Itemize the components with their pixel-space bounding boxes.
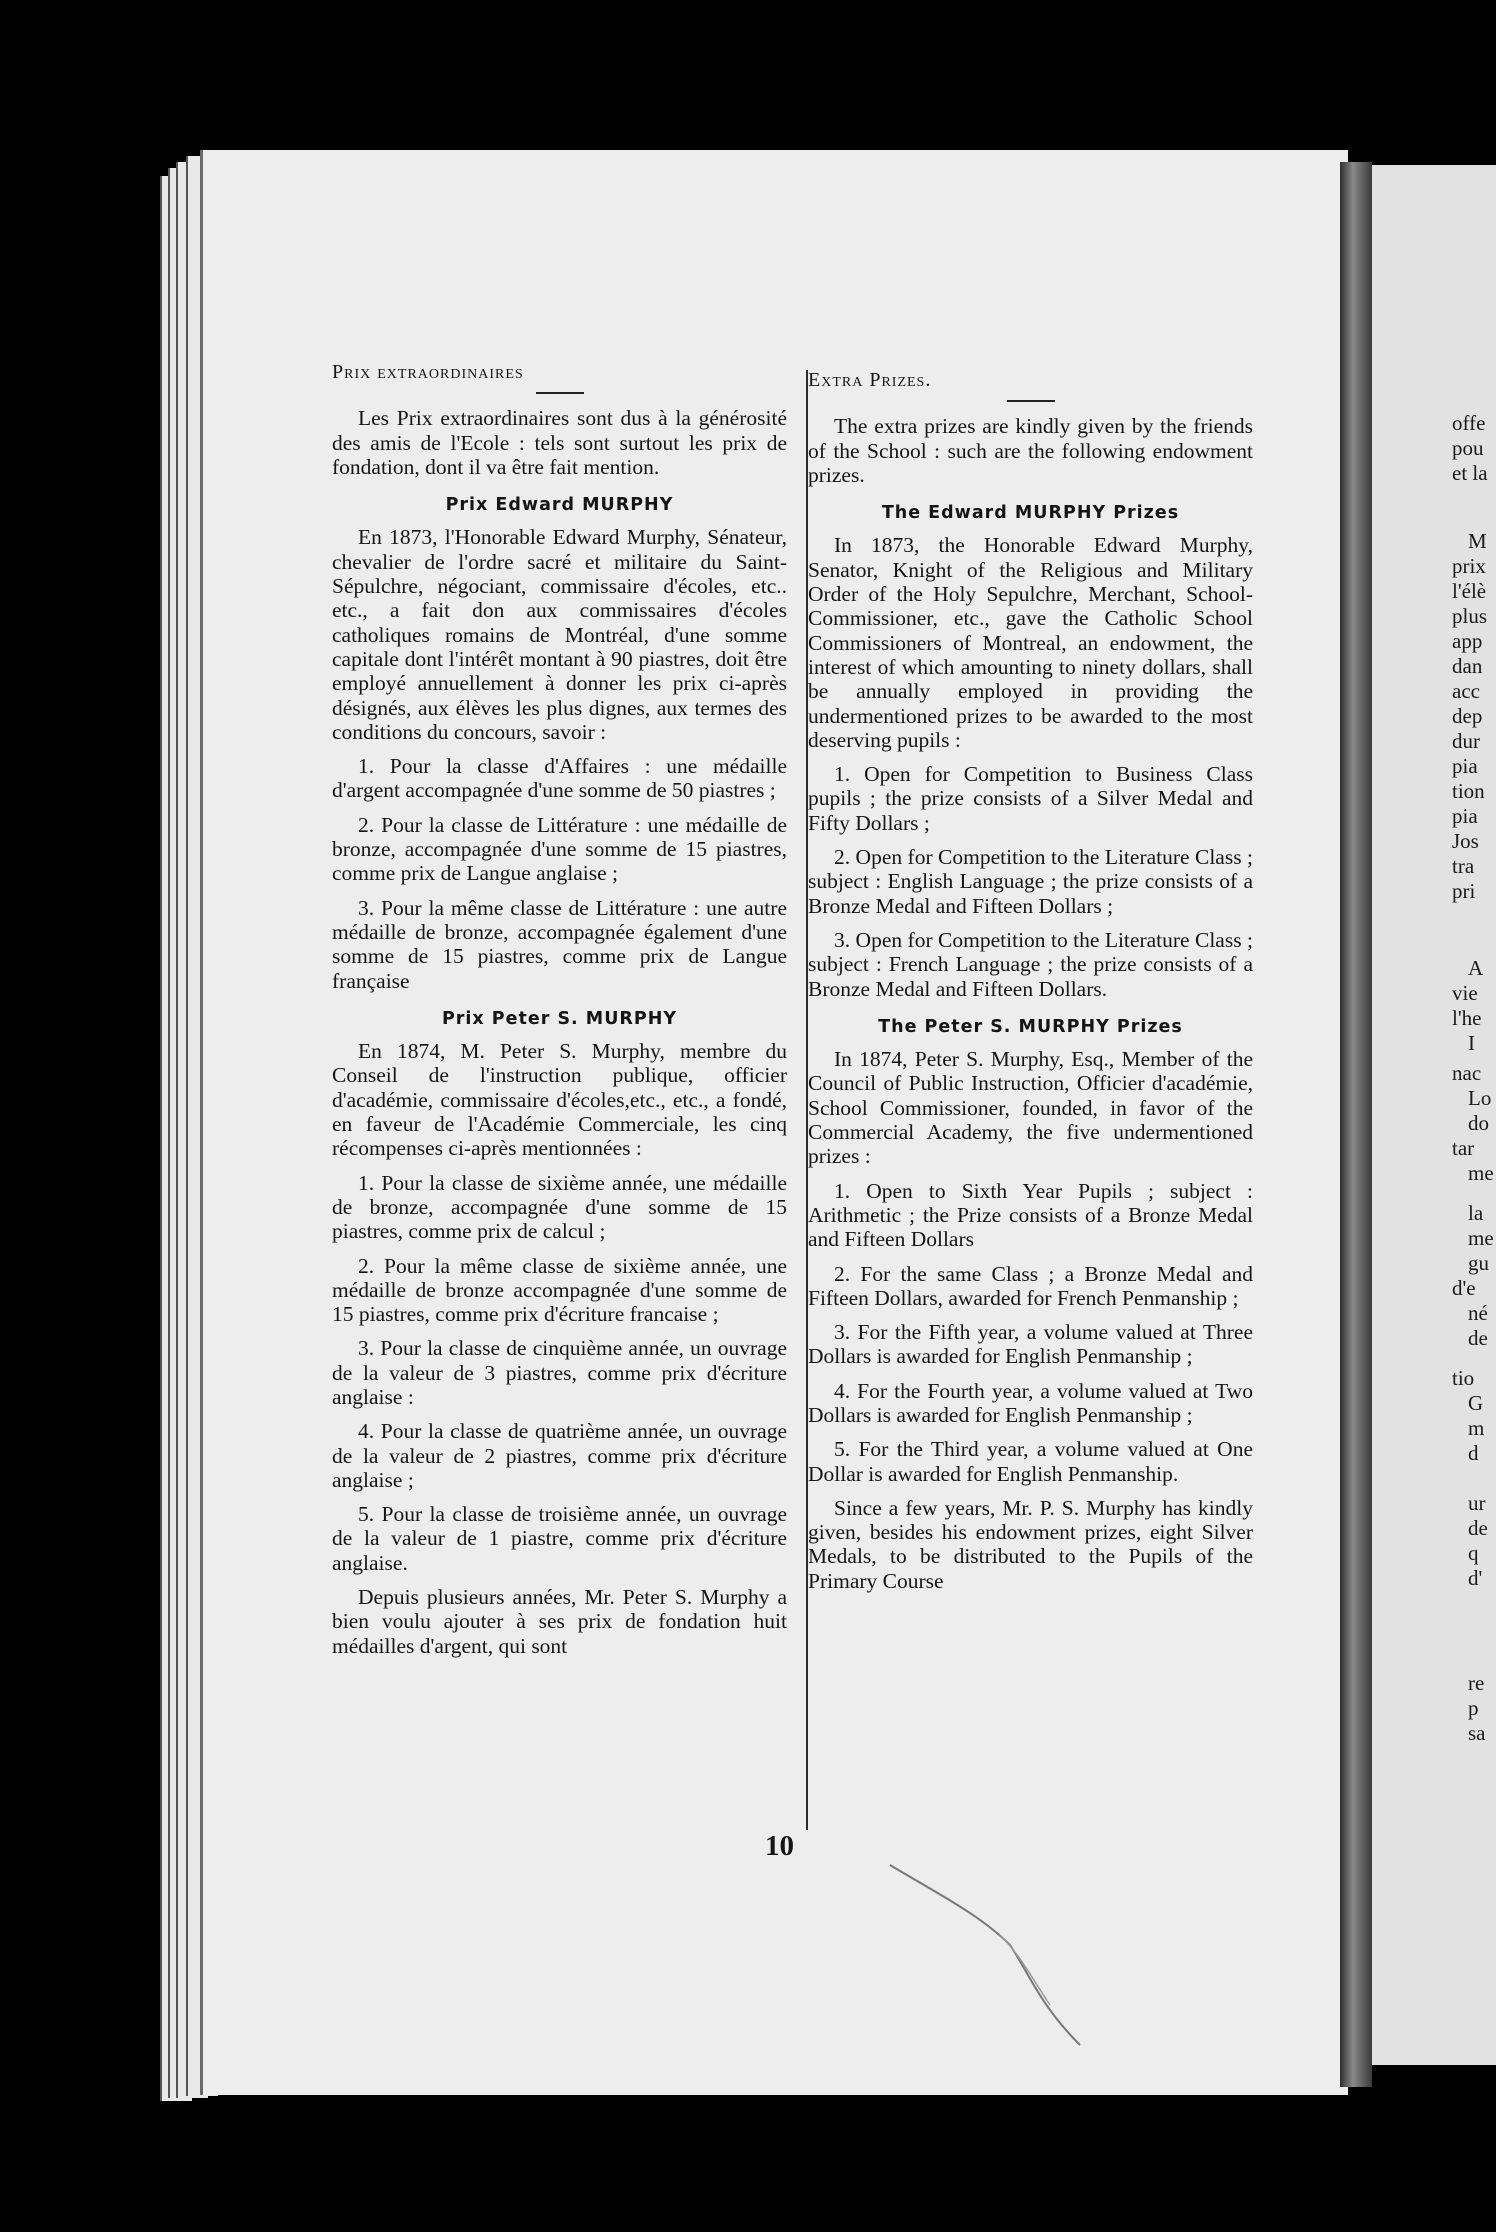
next-page-fragment: tra bbox=[1452, 854, 1475, 878]
edward-item-3-en: 3. Open for Competition to the Literature Class ; subject : French Language ; the prize consists of a Bronze Medal and Fifteen Dollars. bbox=[808, 927, 1253, 1001]
next-page-fragment: nac bbox=[1452, 1061, 1482, 1085]
page-number: 10 bbox=[765, 1830, 794, 1862]
edward-item-1-fr: 1. Pour la classe d'Affaires : une médaille d'argent accompagnée d'une somme de 50 piastres ; bbox=[332, 754, 787, 803]
next-page-fragment: Lo bbox=[1468, 1086, 1492, 1110]
next-page-fragment: app bbox=[1452, 629, 1483, 653]
peter-item-5-fr: 5. Pour la classe de troisième année, un ouvrage de la valeur de 1 piastre, comme prix d'écriture anglaise. bbox=[332, 1502, 787, 1575]
section-title-edward-fr: Prix Edward MURPHY bbox=[445, 495, 674, 516]
peter-intro-en: In 1874, Peter S. Murphy, Esq., Member of the Council of Public Instruction, Officier d'académie, School Commissioner, founded, in favor of the Commercial Academy, the five undermentioned prizes : bbox=[808, 1047, 1253, 1169]
next-page-fragment: vie bbox=[1452, 981, 1478, 1005]
next-page-fragment: d bbox=[1468, 1441, 1479, 1465]
next-page-fragment: G bbox=[1468, 1391, 1484, 1415]
french-column bbox=[332, 360, 787, 1658]
book-gutter bbox=[1340, 162, 1372, 2087]
next-page-fragment: M bbox=[1468, 529, 1487, 553]
next-page-fragment: d'e bbox=[1452, 1276, 1476, 1300]
next-page-fragment: offe bbox=[1452, 411, 1486, 435]
intro-paragraph-en: The extra prizes are kindly given by the friends of the School : such are the following endowment prizes. bbox=[808, 414, 1253, 487]
next-page-fragment: do bbox=[1468, 1111, 1489, 1135]
next-page-fragment: m bbox=[1468, 1416, 1485, 1440]
next-page-fragment: dur bbox=[1452, 729, 1480, 753]
peter-item-5-en: 5. For the Third year, a volume valued at One Dollar is awarded for English Penmanship. bbox=[808, 1437, 1253, 1486]
head-rule bbox=[1007, 400, 1055, 402]
next-page-fragment: l'élè bbox=[1452, 579, 1487, 603]
head-rule bbox=[536, 392, 584, 394]
edward-item-3-fr: 3. Pour la même classe de Littérature : une autre médaille de bronze, accompagnée également d'une somme de 15 piastres, comme prix de Langue française bbox=[332, 895, 787, 993]
next-page-fragment: sa bbox=[1468, 1721, 1486, 1745]
next-page-fragment: acc bbox=[1452, 679, 1480, 703]
next-page-fragment: la bbox=[1468, 1201, 1484, 1225]
next-page-fragment: ur bbox=[1468, 1491, 1486, 1515]
next-page-fragment: tion bbox=[1452, 779, 1485, 803]
peter-intro-fr: En 1874, M. Peter S. Murphy, membre du Conseil de l'instruction publique, officier d'académie, commissaire d'écoles,etc., etc., a fondé, en faveur de l'Académie Commerciale, les cinq récompenses ci-après mentionnées : bbox=[332, 1039, 787, 1161]
next-page-fragment: pia bbox=[1452, 754, 1478, 778]
next-page-fragment: tar bbox=[1452, 1136, 1475, 1160]
peter-item-2-en: 2. For the same Class ; a Bronze Medal and Fifteen Dollars, awarded for French Penmanship ; bbox=[808, 1261, 1253, 1310]
intro-paragraph-fr: Les Prix extraordinaires sont dus à la générosité des amis de l'Ecole : tels sont surtout les prix de fondation, dont il va être fait mention. bbox=[332, 406, 787, 479]
running-head-en: Extra Prizes. bbox=[808, 369, 932, 391]
next-page-fragment: plus bbox=[1452, 604, 1488, 628]
next-page-fragment: pri bbox=[1452, 879, 1476, 903]
next-page-fragment: gu bbox=[1468, 1251, 1489, 1275]
next-page-fragment: de bbox=[1468, 1326, 1488, 1350]
next-page-fragment: me bbox=[1468, 1226, 1494, 1250]
edward-item-2-fr: 2. Pour la classe de Littérature : une médaille de bronze, accompagnée d'une somme de 15 piastres, comme prix de Langue anglaise ; bbox=[332, 812, 787, 886]
peter-item-1-en: 1. Open to Sixth Year Pupils ; subject : Arithmetic ; the Prize consists of a Bronze Medal and Fifteen Dollars bbox=[808, 1178, 1253, 1252]
edward-item-2-en: 2. Open for Competition to the Literature Class ; subject : English Language ; the prize consists of a Bronze Medal and Fifteen Dollars ; bbox=[808, 845, 1253, 918]
paper-scratch-mark bbox=[880, 1855, 1100, 2055]
next-page-fragment: pia bbox=[1452, 804, 1478, 828]
edward-item-1-en: 1. Open for Competition to Business Class pupils ; the prize consists of a Silver Medal and Fifty Dollars ; bbox=[808, 762, 1253, 835]
section-title-peter-fr: Prix Peter S. MURPHY bbox=[441, 1008, 678, 1029]
peter-item-3-en: 3. For the Fifth year, a volume valued at Three Dollars is awarded for English Penmanship ; bbox=[808, 1320, 1253, 1369]
next-page-fragment: I bbox=[1468, 1031, 1475, 1055]
next-page-fragment: me bbox=[1468, 1161, 1494, 1185]
running-head-fr: Prix extraordinaires bbox=[332, 361, 524, 383]
next-page-fragment: né bbox=[1468, 1301, 1488, 1325]
next-page-fragment: re bbox=[1468, 1671, 1485, 1695]
next-page-fragment: de bbox=[1468, 1516, 1488, 1540]
section-title-edward-en: The Edward MURPHY Prizes bbox=[881, 503, 1180, 524]
peter-item-4-en: 4. For the Fourth year, a volume valued at Two Dollars is awarded for English Penmanship ; bbox=[808, 1378, 1253, 1427]
peter-item-2-fr: 2. Pour la même classe de sixième année, une médaille de bronze accompagnée d'une somme de 15 piastres, comme prix d'écriture francaise ; bbox=[332, 1253, 787, 1327]
next-page-fragment: prix bbox=[1452, 554, 1486, 578]
next-page-fragment: et la bbox=[1452, 461, 1488, 485]
peter-item-1-fr: 1. Pour la classe de sixième année, une médaille de bronze, accompagnée d'une somme de 15 piastres, comme prix de calcul ; bbox=[332, 1170, 787, 1244]
edward-intro-en: In 1873, the Honorable Edward Murphy, Senator, Knight of the Religious and Military Order of the Holy Sepulchre, Merchant, School-Commissioner, etc., gave the Catholic School Commissioners of Montreal, an endowment, the interest of which amounting to ninety dollars, shall be annually employed in providing the undermentioned prizes to be awarded to the most deserving pupils : bbox=[808, 533, 1253, 752]
section-title-peter-en: The Peter S. MURPHY Prizes bbox=[878, 1016, 1183, 1037]
edward-intro-fr: En 1873, l'Honorable Edward Murphy, Sénateur, chevalier de l'ordre sacré et militaire du Saint-Sépulchre, négociant, commissaire d'écoles, etc.. etc., a fait don aux commissaires d'écoles catholiques romains de Montréal, d'une somme capitale dont l'intérêt montant à 90 piastres, doit être employé annuellement à donner les prix ci-après désignés, aux élèves les plus dignes, aux termes des conditions du concours, savoir : bbox=[332, 525, 787, 744]
peter-item-4-fr: 4. Pour la classe de quatrième année, un ouvrage de la valeur de 2 piastres, comme prix d'écriture anglaise ; bbox=[332, 1419, 787, 1492]
next-page-fragment: tio bbox=[1452, 1366, 1475, 1390]
next-page-fragment: A bbox=[1468, 956, 1484, 980]
next-page-fragment: d' bbox=[1468, 1566, 1483, 1590]
next-page-fragment: dep bbox=[1452, 704, 1483, 728]
peter-closing-en: Since a few years, Mr. P. S. Murphy has kindly given, besides his endowment prizes, eight Silver Medals, to be distributed to the Pupils of the Primary Course bbox=[808, 1495, 1253, 1593]
next-page-fragment: pou bbox=[1452, 436, 1484, 460]
next-page-fragment: l'he bbox=[1452, 1006, 1482, 1030]
next-page-fragment: Jos bbox=[1452, 829, 1479, 853]
next-page-fragment: dan bbox=[1452, 654, 1483, 678]
next-page-fragment: p bbox=[1468, 1696, 1479, 1720]
peter-item-3-fr: 3. Pour la classe de cinquième année, un ouvrage de la valeur de 3 piastres, comme prix d'écriture anglaise : bbox=[332, 1336, 787, 1409]
english-column bbox=[808, 368, 1253, 1593]
next-page-fragment: q bbox=[1468, 1541, 1479, 1565]
peter-closing-fr: Depuis plusieurs années, Mr. Peter S. Murphy a bien voulu ajouter à ses prix de fondation huit médailles d'argent, qui sont bbox=[332, 1585, 787, 1658]
